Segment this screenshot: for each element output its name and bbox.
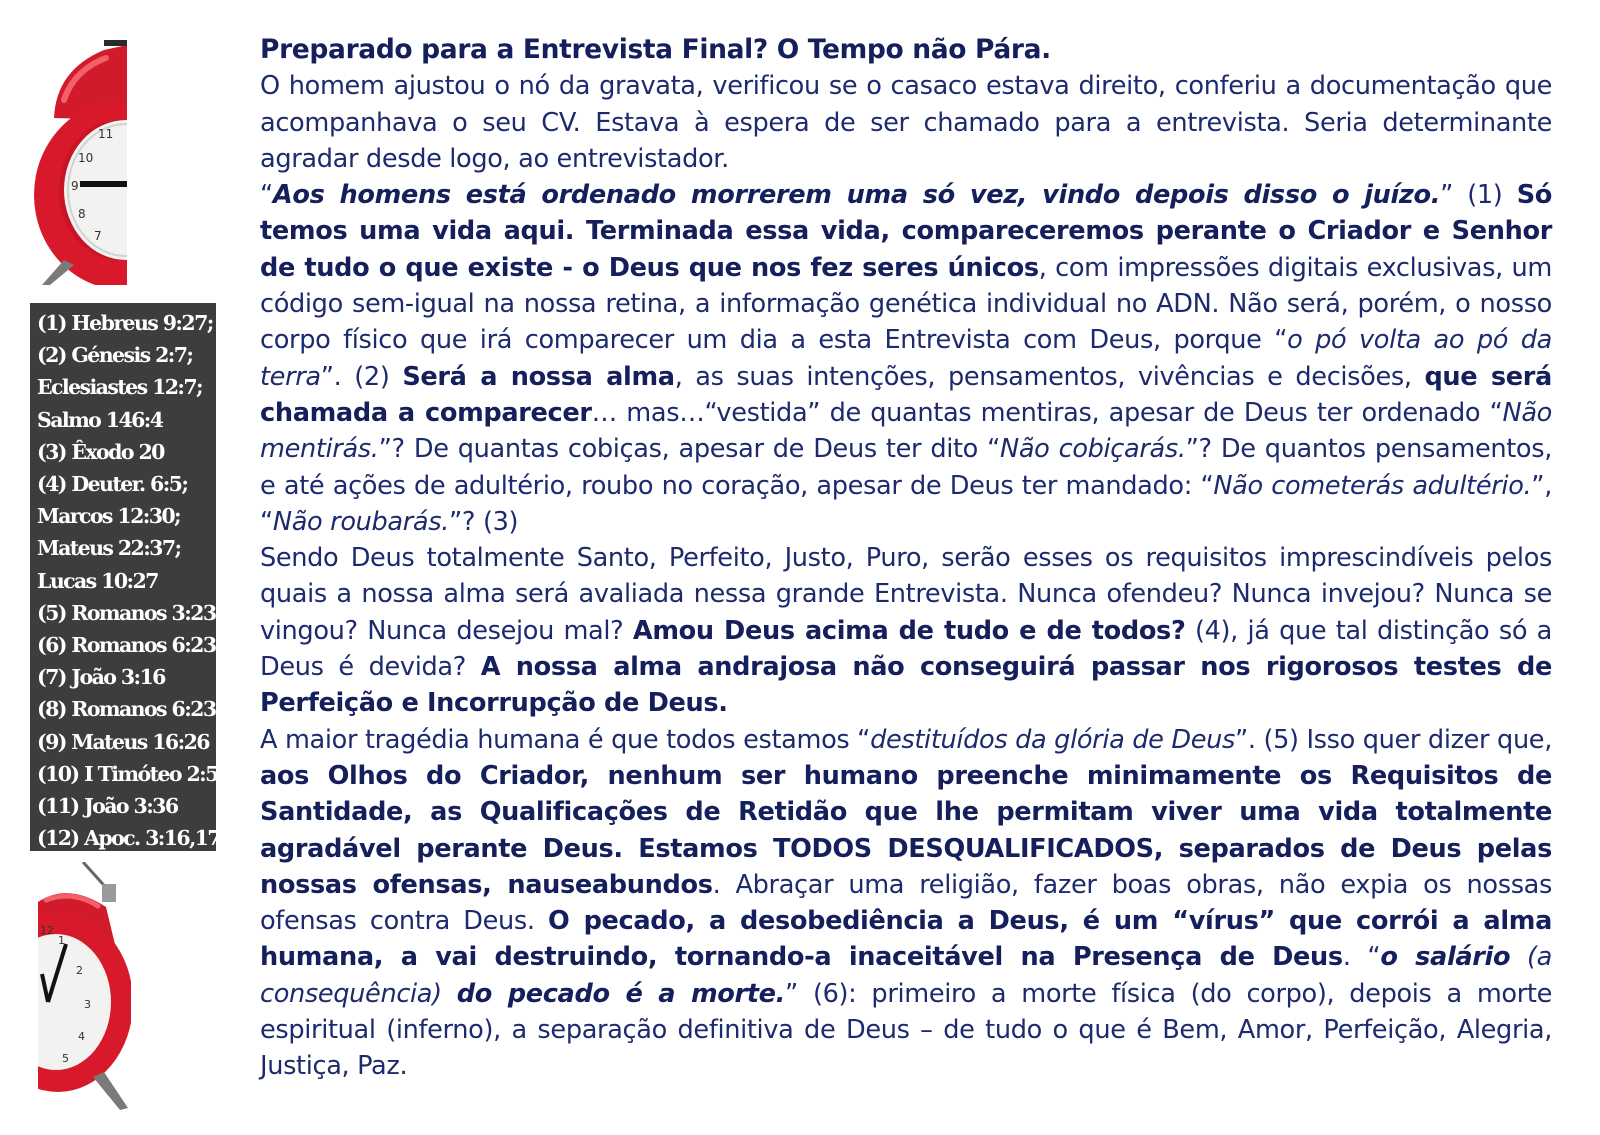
italic-quote: destituídos da glória de Deus — [870, 724, 1235, 755]
text-span: ” (6): primeiro a morte física (do corpo), depois a morte espiritual (inferno), a separação definitiva de Deus – de tudo o que é Bem, Amor, Perfeição, Alegria, Justiça, Paz. — [260, 978, 1552, 1082]
emphasis-text: Só temos uma vida aqui. Terminada essa vida, compareceremos perante o Criador e Senhor de tudo o que existe - o Deus que nos fez seres únicos — [260, 180, 1553, 283]
svg-text:7: 7 — [94, 229, 102, 243]
reference-item: (4) Deuter. 6:5; — [37, 472, 188, 497]
reference-item: (6) Romanos 6:23 — [37, 633, 216, 658]
article-title: Preparado para a Entrevista Final? O Tempo não Pára. — [260, 34, 1051, 65]
svg-text:5: 5 — [62, 1052, 69, 1065]
reference-item: (5) Romanos 3:23 — [37, 600, 216, 625]
svg-text:4: 4 — [78, 1030, 85, 1043]
italic-quote: Não cobiçarás. — [1000, 434, 1186, 465]
reference-item: Eclesiastes 12:7; — [37, 375, 203, 400]
svg-text:9: 9 — [71, 179, 79, 193]
text-span: ”. (5) Isso quer dizer que, — [1234, 724, 1552, 755]
italic-quote: o pó volta ao pó da terra — [260, 325, 1552, 392]
text-span: ” (1) — [1440, 180, 1517, 211]
text-span: ”? (3) — [449, 506, 519, 537]
emphasis-text: Amou Deus acima de tudo e de todos? — [632, 615, 1186, 646]
paragraph-2 — [260, 177, 1552, 540]
svg-text:8: 8 — [78, 207, 86, 221]
reference-item: (2) Génesis 2:7; — [37, 343, 193, 368]
italic-quote: Não roubarás. — [272, 506, 450, 537]
italic-quote: (a consequência) — [260, 942, 1552, 1009]
emphasis-text: A nossa alma andrajosa não conseguirá passar nos rigorosos testes de Perfeição e Incorrupção de Deus. — [260, 652, 1552, 719]
reference-item: (7) João 3:16 — [37, 665, 165, 690]
text-span: . “ — [1342, 942, 1381, 973]
reference-sidebar — [30, 303, 220, 851]
reference-item: Lucas 10:27 — [37, 568, 158, 593]
svg-text:1: 1 — [58, 934, 65, 947]
svg-text:3: 3 — [84, 998, 91, 1011]
italic-quote: Não cometerás adultério. — [1213, 470, 1532, 501]
paragraph-3 — [260, 540, 1552, 721]
reference-item: Salmo 146:4 — [37, 407, 163, 432]
text-span: . Abraçar uma religião, fazer boas obras, não expia os nossas ofensas contra Deus. — [260, 869, 1552, 937]
bible-quote: Aos homens está ordenado morrerem uma só vez, vindo depois disso o juízo. — [272, 180, 1441, 211]
reference-item: (1) Hebreus 9:27; — [37, 311, 213, 335]
reference-item: (11) João 3:36 — [37, 794, 178, 819]
reference-item: Mateus 22:37; — [37, 536, 181, 561]
text-span: (4), já que tal distinção só a Deus é devida? — [260, 615, 1552, 683]
reference-item: (3) Êxodo 20 — [37, 439, 164, 464]
emphasis-text: Será a nossa alma — [402, 361, 675, 392]
reference-item: (10) I Timóteo 2:5 — [37, 761, 218, 786]
text-span: … mas…“vestida” de quantas mentiras, apesar de Deus ter ordenado “ — [591, 397, 1503, 428]
text-span: “ — [260, 180, 273, 211]
text-span: ”, “ — [260, 470, 1552, 537]
emphasis-text: O pecado, a desobediência a Deus, é um “vírus” que corrói a alma humana, a vai destruindo, tornando-a inaceitável na Presença de Deus — [260, 906, 1553, 973]
svg-text:10: 10 — [78, 151, 94, 165]
text-span: ”? De quantos pensamentos, e até ações de adultério, roubo no coração, apesar de Deus ter mandado: “ — [260, 434, 1552, 501]
reference-item: (9) Mateus 16:26 — [37, 729, 209, 754]
svg-text:11: 11 — [98, 127, 114, 141]
text-span: ”? De quantas cobiças, apesar de Deus ter dito “ — [378, 434, 1001, 465]
paragraph-4 — [260, 722, 1552, 1085]
alarm-clock-icon — [34, 40, 127, 285]
emphasis-text: que será chamada a comparecer — [260, 361, 1552, 428]
reference-item: (8) Romanos 6:23 — [37, 697, 216, 722]
text-span: , com impressões digitais exclusivas, um código sem-igual na nossa retina, a informação genética individual no ADN. Não será, porém, o nosso corpo físico que irá comparecer um dia a esta Entrevista com Deus, porque “ — [260, 252, 1552, 356]
text-span: Sendo Deus totalmente Santo, Perfeito, Justo, Puro, serão esses os requisitos imprescindíveis pelos quais a nossa alma será avaliada nessa grande Entrevista. Nunca ofendeu? Nunca invejou? Nunca se vingou? Nunca desejou mal? — [260, 543, 1552, 646]
alarm-clock-icon — [38, 862, 131, 1112]
emphasis-text: aos Olhos do Criador, nenhum ser humano preenche minimamente os Requisitos de Santidade, as Qualificações de Retidão que lhe permitam viver uma vida totalmente agradável perante Deus. Estamos TODOS DESQUALIFICADOS, separados de Deus pelas nossas ofensas, nauseabundos — [260, 760, 1552, 900]
text-span: ”. (2) — [320, 361, 403, 392]
italic-quote: Não mentirás. — [260, 397, 1552, 465]
reference-list — [37, 307, 220, 854]
bible-quote: o salário — [1380, 942, 1511, 973]
article — [260, 32, 1552, 1085]
svg-text:12: 12 — [40, 924, 54, 937]
reference-item: (12) Apoc. 3:16,17 — [37, 826, 220, 851]
bible-quote: do pecado é a morte. — [456, 978, 786, 1009]
svg-text:2: 2 — [76, 964, 83, 977]
reference-item: Marcos 12:30; — [37, 504, 180, 529]
text-span: A maior tragédia humana é que todos estamos “ — [260, 724, 871, 755]
paragraph-1: O homem ajustou o nó da gravata, verificou se o casaco estava direito, conferiu a documentação que acompanhava o seu CV. Estava à espera de ser chamado para a entrevista. Seria determinante agradar desde logo, ao entrevistador. — [260, 71, 1552, 174]
text-span: , as suas intenções, pensamentos, vivências e decisões, — [674, 361, 1425, 392]
